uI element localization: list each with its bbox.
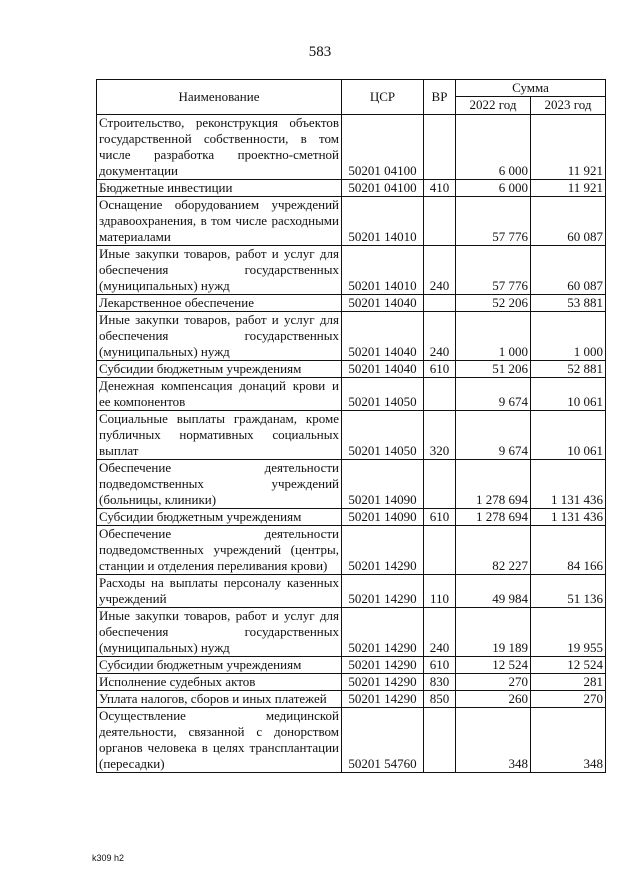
row-vr: 240 (424, 312, 456, 361)
row-sum-2023: 19 955 (531, 608, 606, 657)
row-vr (424, 460, 456, 509)
row-name: Иные закупки товаров, работ и услуг для обеспечения государственных (муниципальных) нужд (97, 246, 342, 295)
table-body (97, 115, 606, 773)
row-csr: 50201 14290 (342, 657, 424, 674)
table-row (97, 295, 606, 312)
row-vr: 110 (424, 575, 456, 608)
row-sum-2023: 84 166 (531, 526, 606, 575)
footer-code: k309 h2 (92, 853, 125, 863)
row-sum-2023: 1 000 (531, 312, 606, 361)
row-sum-2023: 11 921 (531, 115, 606, 180)
row-csr: 50201 14010 (342, 197, 424, 246)
table-row (97, 708, 606, 773)
row-name: Обеспечение деятельности подведомственных учреждений (центры, станции и отделения переливания крови) (97, 526, 342, 575)
row-vr (424, 197, 456, 246)
row-sum-2023: 10 061 (531, 411, 606, 460)
table-row (97, 608, 606, 657)
table-row (97, 312, 606, 361)
table-row (97, 197, 606, 246)
row-sum-2022: 51 206 (456, 361, 531, 378)
table-row (97, 674, 606, 691)
row-vr: 830 (424, 674, 456, 691)
header-sum: Сумма (456, 80, 606, 97)
row-sum-2023: 281 (531, 674, 606, 691)
row-sum-2022: 9 674 (456, 378, 531, 411)
row-name: Строительство, реконструкция объектов государственной собственности, в том числе разработка проектно-сметной документации (97, 115, 342, 180)
row-sum-2022: 57 776 (456, 197, 531, 246)
row-sum-2023: 11 921 (531, 180, 606, 197)
row-csr: 50201 14040 (342, 295, 424, 312)
row-sum-2022: 49 984 (456, 575, 531, 608)
table-row (97, 361, 606, 378)
table-row (97, 657, 606, 674)
row-sum-2022: 260 (456, 691, 531, 708)
row-sum-2022: 1 278 694 (456, 460, 531, 509)
row-sum-2023: 1 131 436 (531, 460, 606, 509)
header-year-2023: 2023 год (531, 96, 606, 114)
row-sum-2023: 1 131 436 (531, 509, 606, 526)
row-sum-2023: 53 881 (531, 295, 606, 312)
row-sum-2022: 82 227 (456, 526, 531, 575)
row-vr (424, 526, 456, 575)
row-sum-2022: 19 189 (456, 608, 531, 657)
row-sum-2023: 12 524 (531, 657, 606, 674)
table-row (97, 460, 606, 509)
row-sum-2022: 12 524 (456, 657, 531, 674)
row-name: Иные закупки товаров, работ и услуг для обеспечения государственных (муниципальных) нужд (97, 312, 342, 361)
row-name: Осуществление медицинской деятельности, связанной с донорством органов человека в целях трансплантации (пересадки) (97, 708, 342, 773)
row-name: Лекарственное обеспечение (97, 295, 342, 312)
row-name: Субсидии бюджетным учреждениям (97, 509, 342, 526)
row-sum-2023: 52 881 (531, 361, 606, 378)
row-vr: 610 (424, 509, 456, 526)
row-sum-2023: 270 (531, 691, 606, 708)
row-csr: 50201 14040 (342, 312, 424, 361)
row-sum-2022: 6 000 (456, 180, 531, 197)
row-vr: 240 (424, 246, 456, 295)
row-sum-2022: 270 (456, 674, 531, 691)
row-name: Иные закупки товаров, работ и услуг для обеспечения государственных (муниципальных) нужд (97, 608, 342, 657)
row-sum-2022: 1 278 694 (456, 509, 531, 526)
row-name: Субсидии бюджетным учреждениям (97, 361, 342, 378)
row-sum-2023: 60 087 (531, 197, 606, 246)
header-csr: ЦСР (342, 80, 424, 115)
row-csr: 50201 04100 (342, 180, 424, 197)
row-csr: 50201 14050 (342, 378, 424, 411)
row-sum-2022: 1 000 (456, 312, 531, 361)
table-header (97, 80, 606, 115)
row-sum-2023: 10 061 (531, 378, 606, 411)
row-vr: 320 (424, 411, 456, 460)
budget-table (96, 79, 606, 773)
header-vr: ВР (424, 80, 456, 115)
row-csr: 50201 54760 (342, 708, 424, 773)
row-name: Исполнение судебных актов (97, 674, 342, 691)
table-row (97, 526, 606, 575)
row-csr: 50201 04100 (342, 115, 424, 180)
row-name: Субсидии бюджетным учреждениям (97, 657, 342, 674)
row-name: Социальные выплаты гражданам, кроме публичных нормативных социальных выплат (97, 411, 342, 460)
header-name: Наименование (97, 80, 342, 115)
row-sum-2023: 60 087 (531, 246, 606, 295)
row-csr: 50201 14040 (342, 361, 424, 378)
row-csr: 50201 14050 (342, 411, 424, 460)
row-vr: 850 (424, 691, 456, 708)
row-sum-2022: 52 206 (456, 295, 531, 312)
row-vr (424, 115, 456, 180)
row-csr: 50201 14090 (342, 460, 424, 509)
table-row (97, 691, 606, 708)
row-vr: 240 (424, 608, 456, 657)
row-csr: 50201 14290 (342, 691, 424, 708)
row-name: Обеспечение деятельности подведомственных учреждений (больницы, клиники) (97, 460, 342, 509)
row-csr: 50201 14090 (342, 509, 424, 526)
table-row (97, 246, 606, 295)
row-csr: 50201 14290 (342, 608, 424, 657)
row-vr: 610 (424, 657, 456, 674)
row-vr (424, 295, 456, 312)
table-row (97, 411, 606, 460)
row-vr (424, 708, 456, 773)
row-vr (424, 378, 456, 411)
row-name: Оснащение оборудованием учреждений здравоохранения, в том числе расходными материалами (97, 197, 342, 246)
table-row (97, 509, 606, 526)
row-sum-2023: 348 (531, 708, 606, 773)
row-sum-2022: 348 (456, 708, 531, 773)
row-csr: 50201 14290 (342, 526, 424, 575)
table-row (97, 378, 606, 411)
row-sum-2023: 51 136 (531, 575, 606, 608)
row-sum-2022: 6 000 (456, 115, 531, 180)
row-csr: 50201 14290 (342, 674, 424, 691)
header-year-2022: 2022 год (456, 96, 531, 114)
table-row (97, 115, 606, 180)
row-csr: 50201 14010 (342, 246, 424, 295)
row-sum-2022: 57 776 (456, 246, 531, 295)
row-vr: 410 (424, 180, 456, 197)
row-csr: 50201 14290 (342, 575, 424, 608)
table-row (97, 575, 606, 608)
page-number: 583 (308, 44, 332, 60)
row-vr: 610 (424, 361, 456, 378)
row-name: Денежная компенсация донаций крови и ее компонентов (97, 378, 342, 411)
row-name: Бюджетные инвестиции (97, 180, 342, 197)
table-row (97, 180, 606, 197)
row-sum-2022: 9 674 (456, 411, 531, 460)
row-name: Уплата налогов, сборов и иных платежей (97, 691, 342, 708)
row-name: Расходы на выплаты персоналу казенных учреждений (97, 575, 342, 608)
